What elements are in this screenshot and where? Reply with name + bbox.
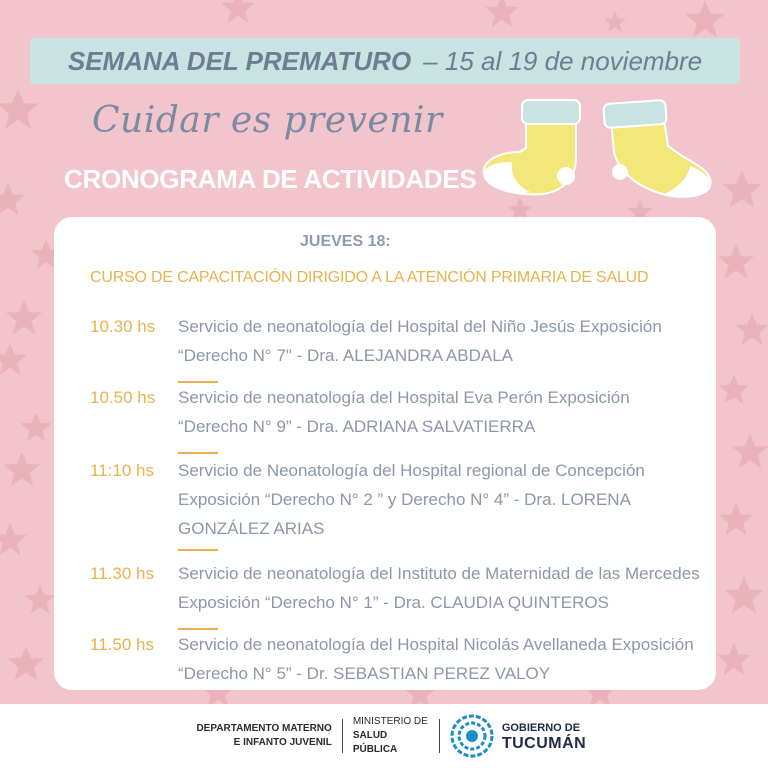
entry-time: 10.50 hs bbox=[90, 388, 156, 407]
department-line2: E INFANTO JUVENIL bbox=[233, 737, 332, 748]
entry-description: Servicio de neonatología del Hospital Nicolás Avellaneda Exposición “Derecho N° 5” - Dr. SEBASTIAN PEREZ VALOY bbox=[178, 635, 694, 683]
schedule-card bbox=[54, 217, 716, 690]
government-label bbox=[502, 721, 586, 751]
event-banner bbox=[30, 38, 740, 84]
entry-description: Servicio de Neonatología del Hospital regional de Concepción Exposición “Derecho N° 2 ” y Derecho N° 4” - Dra. LORENA GONZÁLEZ ARIAS bbox=[178, 461, 645, 538]
footer-bar bbox=[0, 704, 768, 768]
event-title: SEMANA DEL PREMATURO bbox=[67, 45, 412, 76]
department-label bbox=[182, 722, 332, 750]
department-line1: DEPARTAMENTO MATERNO bbox=[196, 723, 332, 734]
schedule-heading: CRONOGRAMA DE ACTIVIDADES bbox=[64, 164, 477, 194]
tagline: Cuidar es prevenir bbox=[92, 100, 443, 141]
event-dates: – 15 al 19 de noviembre bbox=[423, 45, 703, 76]
footer-divider bbox=[342, 719, 343, 753]
entry-time: 11.50 hs bbox=[90, 635, 154, 654]
entry-time: 11:10 hs bbox=[90, 461, 154, 480]
footer-divider bbox=[439, 719, 440, 753]
entry-time: 11.30 hs bbox=[90, 564, 154, 583]
baby-socks-icon bbox=[478, 96, 718, 206]
course-title: CURSO DE CAPACITACIÓN DIRIGIDO A LA ATENCIÓN PRIMARIA DE SALUD bbox=[90, 269, 649, 286]
day-label: JUEVES 18: bbox=[300, 233, 391, 250]
entry-time: 10.30 hs bbox=[90, 317, 156, 336]
government-logo-icon bbox=[450, 714, 494, 758]
ministry-line1: MINISTERIO DE bbox=[352, 716, 428, 727]
entry-divider bbox=[178, 549, 218, 551]
entry-description: Servicio de neonatología del Hospital Eva Perón Exposición “Derecho N° 9” - Dra. ADRIANA SALVATIERRA bbox=[178, 388, 630, 436]
entry-description: Servicio de neonatología del Hospital del Niño Jesús Exposición “Derecho N° 7" - Dra. ALEJANDRA ABDALA bbox=[178, 317, 662, 365]
government-line1: GOBIERNO DE bbox=[501, 722, 581, 734]
government-line2: TUCUMÁN bbox=[501, 735, 587, 752]
entry-divider bbox=[178, 452, 218, 454]
ministry-label bbox=[353, 715, 429, 757]
entry-description: Servicio de neonatología del Instituto de Maternidad de las Mercedes Exposición “Derecho N° 1” - Dra. CLAUDIA QUINTEROS bbox=[178, 564, 700, 612]
ministry-line2: SALUD PÚBLICA bbox=[352, 730, 398, 755]
